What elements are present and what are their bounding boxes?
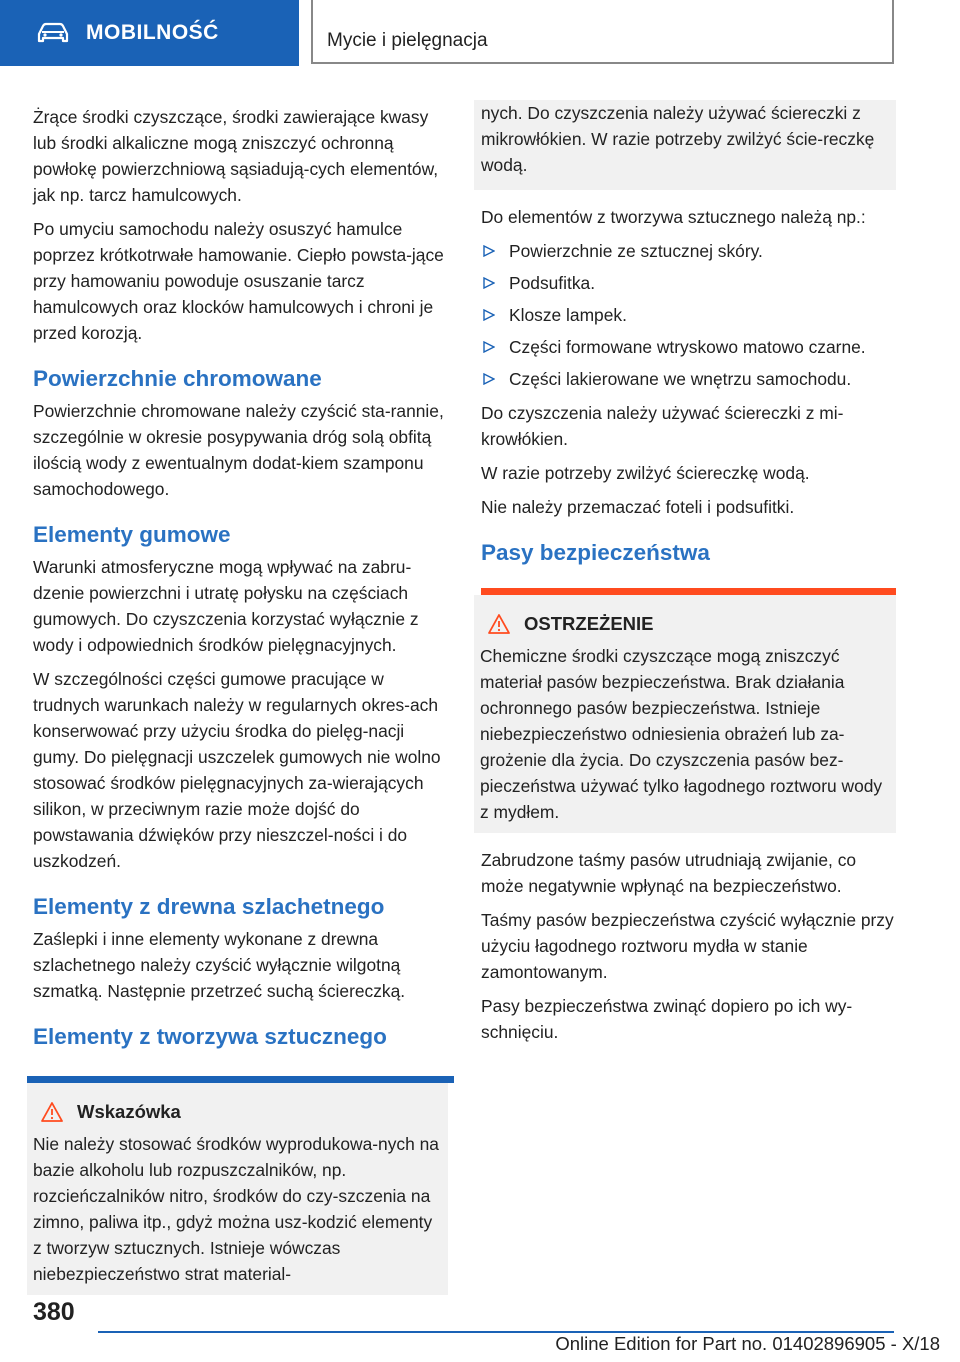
paragraph: Taśmy pasów bezpieczeństwa czyścić wyłącznie przy użyciu łagodnego roztworu mydła w stanie zamontowanym. xyxy=(481,910,894,982)
left-column xyxy=(33,104,448,1295)
paragraph: W szczególności części gumowe pracujące w trudnych warunkach należy w regularnych okres-ach konserwować przy użyciu środka do pielęg-nacji gumy. Do pielęgnacji uszczelek gumowych nie wolno stosować środków pielęgnacyjnych za-wierających silikon, w przeciwnym razie może dojść do powstawania dźwięków przy nieszczel-ności i do uszkodzeń. xyxy=(33,669,441,871)
list-item: Klosze lampek. xyxy=(481,302,896,328)
paragraph: Zaślepki i inne elementy wykonane z drewna szlachetnego należy czyścić wyłącznie wilgotną szmatką. Następnie przetrzeć suchą ściereczką. xyxy=(33,929,406,1001)
warning-bar xyxy=(481,588,896,595)
section-heading-rubber: Elementy gumowe xyxy=(33,522,231,547)
note-box-continued xyxy=(474,100,896,190)
bullet-triangle-icon xyxy=(483,245,495,257)
warning-triangle-icon xyxy=(41,1102,63,1122)
section-heading-belts: Pasy bezpieczeństwa xyxy=(481,540,710,565)
paragraph: Pasy bezpieczeństwa zwinąć dopiero po ich wy-schnięciu. xyxy=(481,996,853,1042)
note-title-text: Wskazówka xyxy=(77,1101,181,1122)
paragraph: Zabrudzone taśmy pasów utrudniają zwijanie, co może negatywnie wpłynąć na bezpieczeństwo. xyxy=(481,850,857,896)
bullet-triangle-icon xyxy=(483,373,495,385)
chapter-title: Mycie i pielęgnacja xyxy=(327,30,488,51)
note-body: Nie należy stosować środków wyprodukowa-nych na bazie alkoholu lub rozpuszczalników, np. rozcieńczalników nitro, środków do czy-szczenia na zimno, paliwa itp., gdyż można usz-kodzić elementy z tworzyw sztucznych. Istnieje wówczas niebezpieczeństwo strat material- xyxy=(33,1134,439,1284)
chapter-breadcrumb[interactable] xyxy=(311,0,894,64)
paragraph: Żrące środki czyszczące, środki zawierające kwasy lub środki alkaliczne mogą zniszczyć ochronną powłokę powierzchniową sąsiadują-cych elementów, jak np. tarcz hamulcowych. xyxy=(33,107,439,205)
warning-triangle-icon xyxy=(488,614,510,634)
section-heading-wood: Elementy z drewna szlachetnego xyxy=(33,894,385,919)
note-bar xyxy=(27,1076,454,1083)
section-label: MOBILNOŚĆ xyxy=(86,21,219,44)
car-icon xyxy=(36,22,70,44)
warning-title-text: OSTRZEŻENIE xyxy=(524,613,654,634)
paragraph: Po umyciu samochodu należy osuszyć hamulce poprzez krótkotrwałe hamowanie. Ciepło powsta-jące przy hamowaniu powoduje osuszanie tarcz hamulcowych oraz klocków hamulcowych i chroni je przed korozją. xyxy=(33,219,444,343)
paragraph: Warunki atmosferyczne mogą wpływać na zabru-dzenie powierzchni i utratę połysku na częściach gumowych. Do czyszczenia korzystać wyłącznie z wody i odpowiednich środków pielęgnacyjnych. xyxy=(33,557,419,655)
edition-label: Online Edition for Part no. 01402896905 - X/18 xyxy=(555,1333,940,1354)
list-item: Części formowane wtryskowo matowo czarne. xyxy=(481,334,896,360)
plastic-list xyxy=(481,238,896,392)
list-item: Powierzchnie ze sztucznej skóry. xyxy=(481,238,896,264)
section-heading-plastic: Elementy z tworzywa sztucznego xyxy=(33,1024,387,1049)
paragraph: Nie należy przemaczać foteli i podsufitki. xyxy=(481,497,795,517)
note-box xyxy=(27,1083,448,1295)
list-item: Podsufitka. xyxy=(481,270,896,296)
page-number: 380 xyxy=(33,1298,75,1326)
warning-box xyxy=(474,595,896,833)
paragraph: Powierzchnie chromowane należy czyścić sta-rannie, szczególnie w okresie posypywania dróg solą obfitą ilością wody z ewentualnym dodat-kiem szamponu samochodowego. xyxy=(33,401,444,499)
note-title xyxy=(33,1099,440,1125)
paragraph: W razie potrzeby zwilżyć ściereczkę wodą. xyxy=(481,463,810,483)
note-body-continued: nych. Do czyszczenia należy używać ściereczki z mikrowłókien. W razie potrzeby zwilżyć ście-reczkę wodą. xyxy=(481,103,875,175)
bullet-triangle-icon xyxy=(483,277,495,289)
bullet-triangle-icon xyxy=(483,309,495,321)
paragraph: Do czyszczenia należy używać ściereczki z mi-krowłókien. xyxy=(481,403,844,449)
section-tab[interactable] xyxy=(0,0,299,66)
warning-body: Chemiczne środki czyszczące mogą zniszczyć materiał pasów bezpieczeństwa. Brak działania ochronnego pasów bezpieczeństwa. Istnieje niebezpieczeństwo odniesienia obrażeń lub za-grożenie dla życia. Do czyszczenia pasów bez-pieczeństwa używać tylko łagodnego roztworu wody z mydłem. xyxy=(480,646,883,822)
bullet-triangle-icon xyxy=(483,341,495,353)
right-column xyxy=(481,104,896,1053)
warning-title xyxy=(480,611,888,637)
section-heading-chrome: Powierzchnie chromowane xyxy=(33,366,322,391)
list-item: Części lakierowane we wnętrzu samochodu. xyxy=(481,366,896,392)
paragraph: Do elementów z tworzywa sztucznego należą np.: xyxy=(481,207,866,227)
